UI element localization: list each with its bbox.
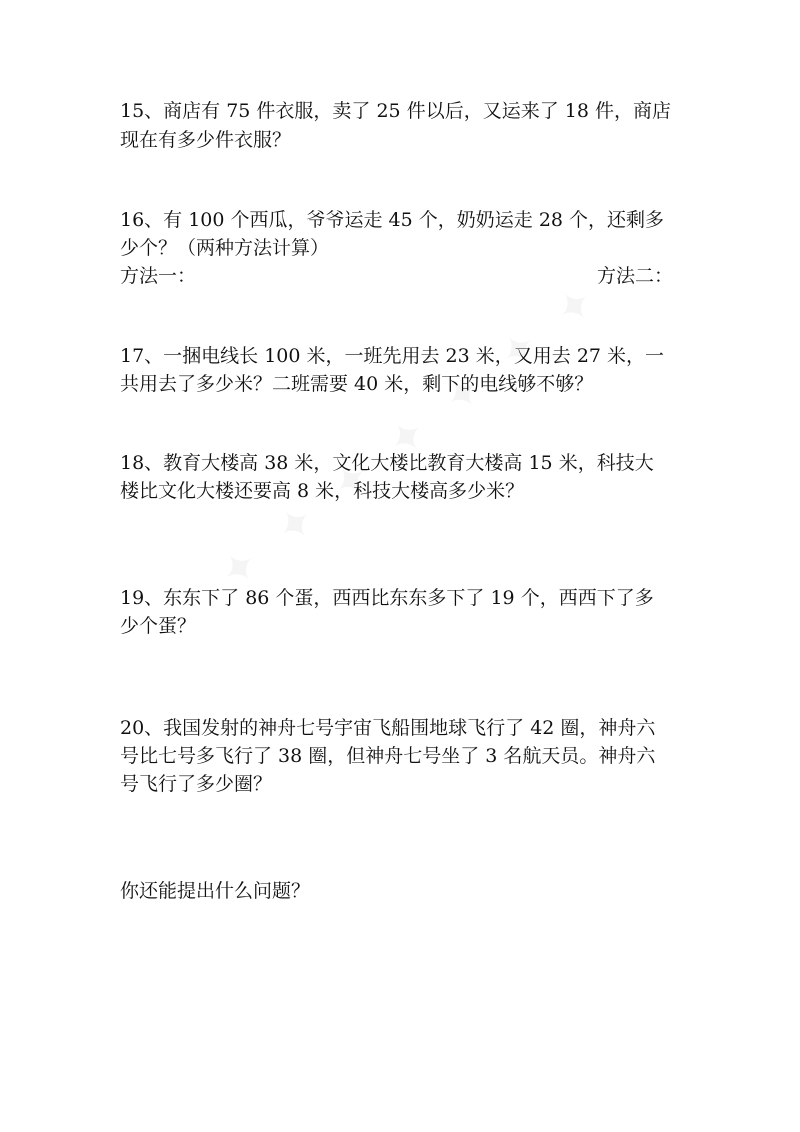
question-20-line-1: 20、我国发射的神舟七号宇宙飞船围地球飞行了 42 圈，神舟六 xyxy=(120,717,656,739)
question-20-line-3: 号飞行了多少圈？ xyxy=(120,773,273,795)
question-15-line-2: 现在有多少件衣服？ xyxy=(120,129,292,151)
question-16-line-1: 16、有 100 个西瓜，爷爷运走 45 个，奶奶运走 28 个，还剩多 xyxy=(120,209,665,231)
watermark-graphic xyxy=(210,269,613,600)
question-16-line-2: 少个？（两种方法计算） xyxy=(120,237,330,259)
method-1-label: 方法一： xyxy=(120,265,197,287)
question-20-line-2: 号比七号多飞行了 38 圈，但神舟七号坐了 3 名航天员。神舟六 xyxy=(120,745,656,767)
question-15-line-1: 15、商店有 75 件衣服，卖了 25 件以后，又运来了 18 件，商店 xyxy=(120,100,671,122)
question-17-line-2: 共用去了多少米？二班需要 40 米，剩下的电线够不够？ xyxy=(120,373,594,395)
method-2-label: 方法二： xyxy=(597,265,674,287)
closing-prompt: 你还能提出什么问题？ xyxy=(120,880,311,902)
question-18-line-1: 18、教育大楼高 38 米，文化大楼比教育大楼高 15 米，科技大 xyxy=(120,452,654,474)
question-18-line-2: 楼比文化大楼还要高 8 米，科技大楼高多少米？ xyxy=(120,480,525,502)
question-19-line-1: 19、东东下了 86 个蛋，西西比东东多下了 19 个，西西下了多 xyxy=(120,587,654,609)
method-row xyxy=(120,262,690,290)
question-17-line-1: 17、一捆电线长 100 米，一班先用去 23 米，又用去 27 米，一 xyxy=(120,345,665,367)
question-19-line-2: 少个蛋？ xyxy=(120,615,197,637)
